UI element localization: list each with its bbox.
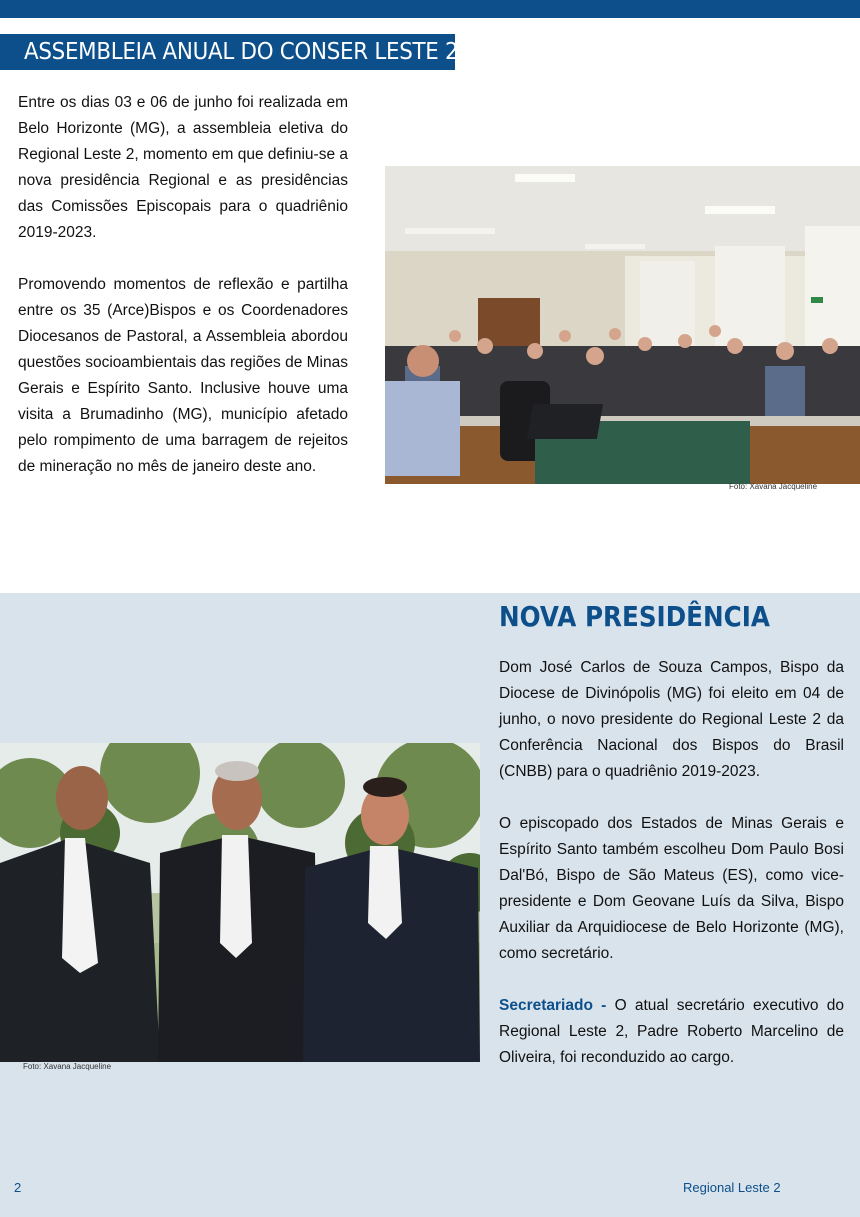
page-number: 2 (14, 1180, 22, 1195)
photo-credit: Foto: Xavana Jacqueline (729, 482, 818, 491)
intro-paragraph: Entre os dias 03 e 06 de junho foi realizada em Belo Horizonte (MG), a assembleia eletiva do Regional Leste 2, momento em que definiu-se a nova presidência Regional e as presidências das Comissões Episcopais para o quadriênio 2019-2023. (18, 94, 349, 241)
nova-presidencia-text (499, 655, 844, 1097)
section-title: NOVA PRESIDÊNCIA (499, 600, 770, 633)
assembly-photo (385, 166, 860, 484)
photo-credit: Foto: Xavana Jacqueline (23, 1062, 112, 1071)
secretariado-text: O atual secretário executivo do Regional Leste 2, Padre Roberto Marcelino de Oliveira, foi reconduzido ao cargo. (499, 997, 844, 1066)
intro-paragraph: Promovendo momentos de reflexão e partilha entre os 35 (Arce)Bispos e os Coordenadores Diocesanos de Pastoral, a Assembleia abordou questões socioambientais das regiões de Minas Gerais e Espírito Santo. Inclusive houve uma visita a Brumadinho (MG), município afetado pelo rompimento de uma barragem de rejeitos de mineração no mês de janeiro deste ano. (18, 276, 348, 475)
body-paragraph: Dom José Carlos de Souza Campos, Bispo da Diocese de Divinópolis (MG) foi eleito em 04 de junho, o novo presidente do Regional Leste 2 da Conferência Nacional dos Bispos do Brasil (CNBB) para o quadriênio 2019-2023. (499, 659, 844, 780)
bishops-photo (0, 743, 480, 1062)
footer-label: Regional Leste 2 (683, 1180, 781, 1195)
article-title-banner (0, 34, 459, 70)
article-title: ASSEMBLEIA ANUAL DO CONSER LESTE 2 (24, 39, 459, 65)
secretariado-paragraph (499, 993, 844, 1071)
body-paragraph: O episcopado dos Estados de Minas Gerais e Espírito Santo também escolheu Dom Paulo Bosi Dal'Bó, Bispo de São Mateus (ES), como vice-presidente e Dom Geovane Luís da Silva, Bispo Auxiliar da Arquidiocese de Belo Horizonte (MG), como secretário. (499, 815, 844, 962)
secretariado-label: Secretariado - (499, 997, 607, 1014)
top-accent-bar (0, 0, 860, 18)
intro-text (18, 90, 348, 506)
